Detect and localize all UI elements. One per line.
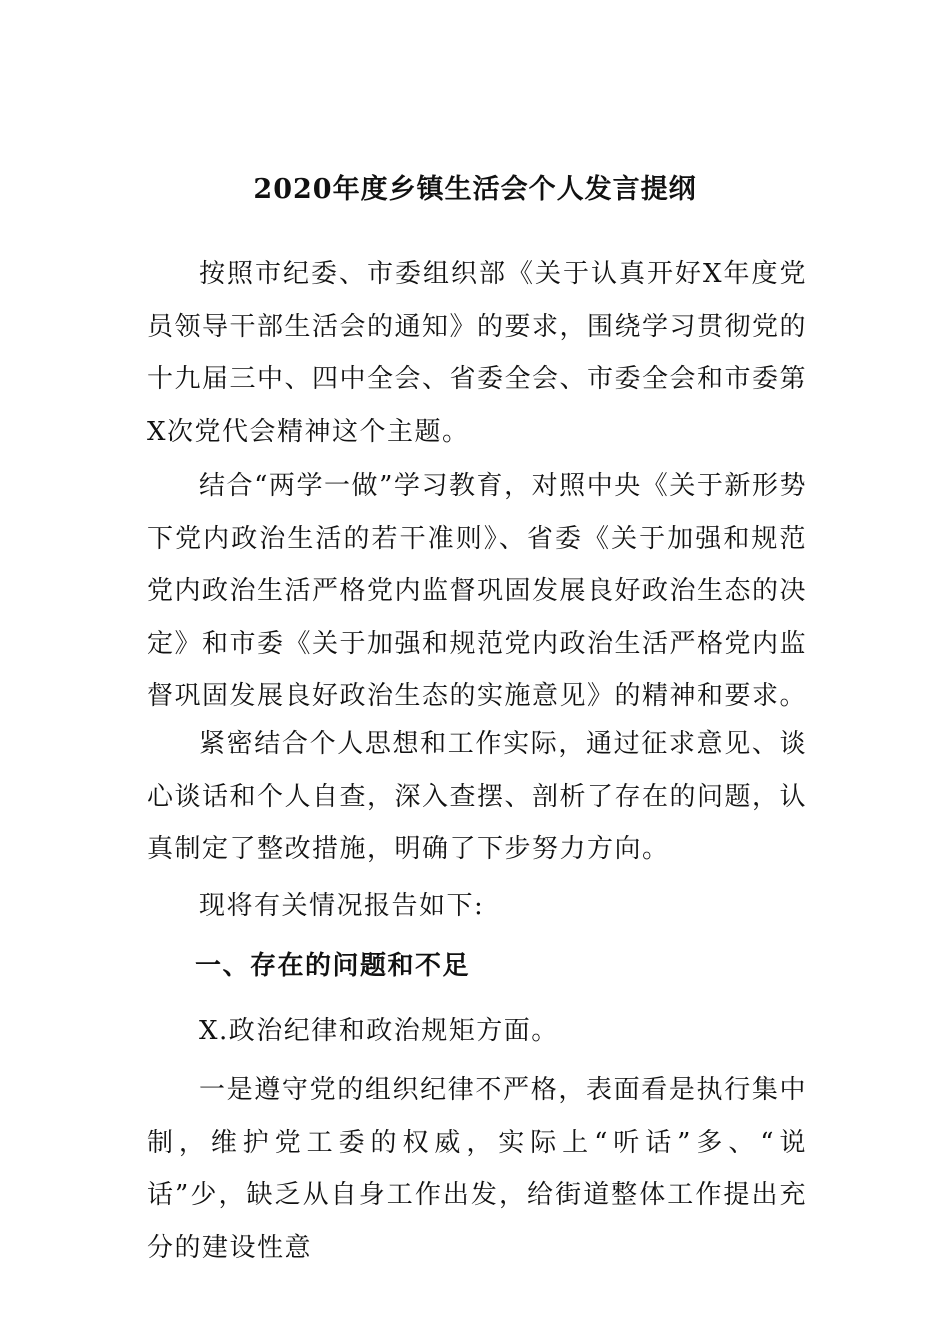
paragraph-basis: 结合“两学一做”学习教育，对照中央《关于新形势下党内政治生活的若干准则》、省委《关于加强和规范党内政治生活严格党内监督巩固发展良好政治生态的决定》和市委《关于加强和规范党内政治生活严格党内监督巩固发展良好政治生态的实施意见》的精神和要求。: [147, 471, 808, 711]
subsection-title: X.政治纪律和政治规矩方面。: [199, 1016, 559, 1046]
section-heading: 一、存在的问题和不足: [195, 951, 471, 981]
paragraph-intro: 按照市纪委、市委组织部《关于认真开好X年度党员领导干部生活会的通知》的要求，围绕学习贯彻党的十九届三中、四中全会、省委全会、市委全会和市委第X次党代会精神这个主题。: [147, 259, 808, 447]
document-title: 2020年度乡镇生活会个人发言提纲: [253, 174, 697, 205]
paragraph-body: 一是遵守党的组织纪律不严格，表面看是执行集中制，维护党工委的权威，实际上“听话”多、“说话”少，缺乏从自身工作出发，给街道整体工作提出充分的建设性意: [147, 1075, 807, 1263]
paragraph-report-intro: 现将有关情况报告如下:: [199, 891, 485, 921]
paragraph-method: 紧密结合个人思想和工作实际，通过征求意见、谈心谈话和个人自查，深入查摆、剖析了存在的问题，认真制定了整改措施，明确了下步努力方向。: [147, 729, 808, 864]
